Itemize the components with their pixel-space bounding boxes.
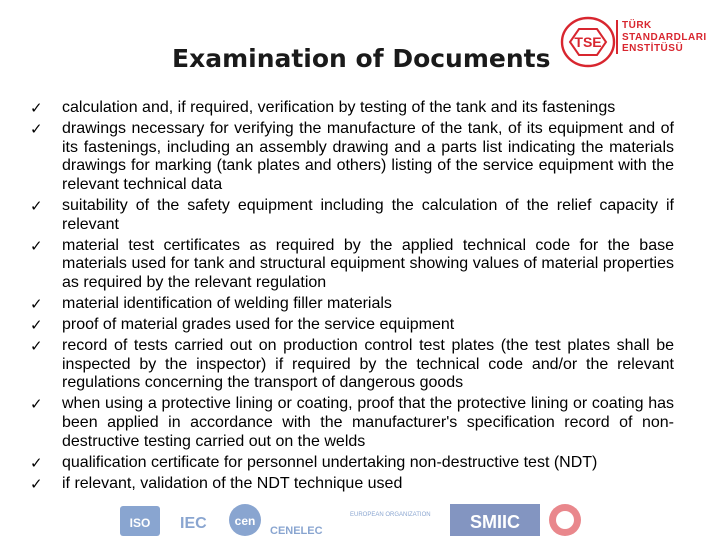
checklist-item [14, 237, 674, 293]
footer-logos [120, 500, 590, 540]
checkmark-icon: ✓ [30, 236, 43, 255]
slide-title: Examination of Documents [172, 44, 551, 73]
checklist [14, 99, 674, 493]
document-list [14, 99, 674, 496]
checkmark-icon: ✓ [30, 395, 43, 414]
checkmark-icon: ✓ [30, 453, 43, 472]
logo-name-line: ENSTİTÜSÜ [622, 43, 684, 54]
iso-logo-text: ISO [129, 516, 151, 530]
checklist-item [14, 395, 674, 451]
checkmark-icon: ✓ [30, 474, 43, 493]
logo-name-line: STANDARDLARI [622, 31, 707, 43]
cenelec-logo-text: CENELEC [270, 525, 323, 537]
iec-logo-text: IEC [180, 515, 207, 532]
checkmark-icon: ✓ [30, 196, 43, 215]
checkmark-icon: ✓ [30, 120, 43, 139]
checklist-item-text: calculation and, if required, verification by testing of the tank and its fastenings [62, 99, 616, 116]
checklist-item-text: material test certificates as required by the applied technical code for the base materials used for tank and structural equipment showing values of material properties as required by the relevant regulation [62, 236, 674, 291]
checklist-item-text: drawings necessary for verifying the manufacture of the tank, of its equipment and of its fastenings, including an assembly drawing and a parts list indicating the materials drawings for marking (tank plates and others) listing of the service equipment with the relevant technical data [62, 120, 674, 193]
smiic-logo-text: SMIIC [469, 512, 521, 532]
checklist-item-text: record of tests carried out on production control test plates (the test plates shall be inspected by the inspector) if required by the technical code and/or the relevant regulations concerning the transport of dangerous goods [62, 337, 674, 392]
checklist-item [14, 454, 674, 473]
checklist-item-text: if relevant, validation of the NDT technique used [62, 474, 403, 492]
logo-name [622, 20, 707, 55]
checklist-item-text: qualification certificate for personnel undertaking non-destructive test (NDT) [62, 453, 598, 471]
logo-name-line: TÜRK [622, 20, 652, 31]
european-org-text: EUROPEAN ORGANIZATION [350, 512, 431, 518]
checklist-item [14, 316, 674, 335]
checkmark-icon: ✓ [30, 337, 43, 356]
checkmark-icon: ✓ [30, 294, 43, 313]
checkmark-icon: ✓ [30, 316, 43, 335]
svg-text:TSE: TSE [574, 34, 602, 50]
checklist-item-text: material identification of welding filler materials [62, 294, 392, 312]
checklist-item [14, 295, 674, 314]
checklist-item-text: when using a protective lining or coating, proof that the protective lining or coating has been applied in accordance with the manufacturer's specification record of non-destructive testing carried out on the welds [62, 395, 674, 450]
checklist-item [14, 337, 674, 393]
cen-logo-text: cen [234, 514, 256, 528]
checkmark-icon: ✓ [30, 99, 43, 117]
checklist-item-text: suitability of the safety equipment including the calculation of the relief capacity if relevant [62, 196, 674, 233]
checklist-item [14, 475, 674, 494]
checklist-item [14, 99, 674, 118]
logo-divider [616, 20, 618, 54]
checklist-item-text: proof of material grades used for the service equipment [62, 316, 455, 334]
checklist-item [14, 197, 674, 234]
checklist-item [14, 120, 674, 194]
